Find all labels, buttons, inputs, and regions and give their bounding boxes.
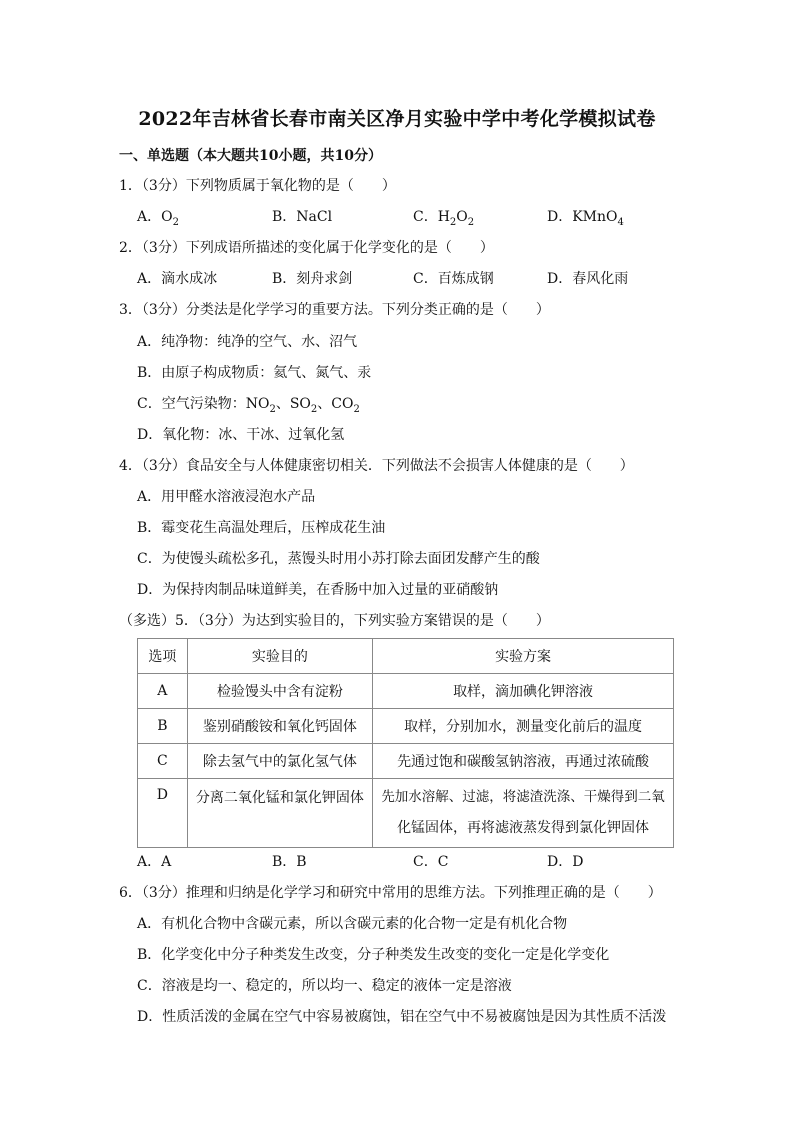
table-header-cell: 实验方案	[373, 639, 674, 674]
question-2-stem: 2．（3分）下列成语所描述的变化属于化学变化的是（ ）	[119, 240, 494, 256]
table-row	[138, 674, 674, 709]
exam-title: 2022年吉林省长春市南关区净月实验中学中考化学模拟试卷	[138, 108, 656, 130]
table-row	[138, 744, 674, 779]
question-1-option-a: A．$O_2$	[137, 209, 179, 228]
question-5-option-b: B．B	[272, 854, 307, 870]
question-3-stem: 3．（3分）分类法是化学学习的重要方法。下列分类正确的是（ ）	[119, 302, 550, 318]
question-5-stem: （多选）5．（3分）为达到实验目的，下列实验方案错误的是（ ）	[119, 613, 550, 629]
table-cell-option: A	[138, 674, 188, 709]
table-cell-plan: 先加水溶解、过滤，将滤渣洗涤、干燥得到二氧 化锰固体，再将滤液蒸发得到氯化钾固体	[373, 779, 674, 848]
question-2-option-c: C．百炼成钢	[413, 271, 494, 287]
question-1-option-b: B．NaCl	[272, 209, 333, 225]
question-3-option-c: C．空气污染物：$NO_2$、$SO_2$、$CO_2$	[137, 396, 360, 415]
question-5-option-a: A．A	[137, 854, 172, 870]
question-4-stem: 4．（3分）食品安全与人体健康密切相关．下列做法不会损害人体健康的是（ ）	[119, 458, 634, 474]
question-1-option-c: C．$H_2O_2$	[413, 209, 475, 228]
question-2-option-b: B．刻舟求剑	[272, 271, 353, 287]
question-6-stem: 6．（3分）推理和归纳是化学学习和研究中常用的思维方法。下列推理正确的是（ ）	[119, 885, 662, 901]
table-header-cell: 选项	[138, 639, 188, 674]
question-6-option-b: B．化学变化中分子种类发生改变，分子种类发生改变的变化一定是化学变化	[137, 947, 610, 963]
question-3-option-a: A．纯净物：纯净的空气、水、沼气	[137, 334, 358, 350]
question-3-option-b: B．由原子构成物质：氦气、氮气、汞	[137, 365, 372, 381]
question-2-option-a: A．滴水成冰	[137, 271, 218, 287]
question-6-option-d: D．性质活泼的金属在空气中容易被腐蚀，铝在空气中不易被腐蚀是因为其性质不活泼	[137, 1009, 667, 1025]
question-6-option-c: C．溶液是均一、稳定的，所以均一、稳定的液体一定是溶液	[137, 978, 512, 994]
table-cell-goal: 鉴别硝酸铵和氧化钙固体	[187, 709, 372, 744]
question-3-option-d: D．氧化物：冰、干冰、过氧化氢	[137, 427, 345, 443]
question-5-option-c: C．C	[413, 854, 449, 870]
table-cell-plan: 取样，滴加碘化钾溶液	[373, 674, 674, 709]
question-2-option-d: D．春风化雨	[547, 271, 629, 287]
table-cell-goal: 分离二氧化锰和氯化钾固体	[187, 779, 372, 848]
section-heading: 一、单选题（本大题共10小题，共10分）	[119, 148, 382, 164]
table-cell-option: D	[138, 779, 188, 848]
question-4-option-a: A．用甲醛水溶液浸泡水产品	[137, 489, 316, 505]
experiment-table	[137, 638, 674, 848]
table-row	[138, 779, 674, 848]
table-header-cell: 实验目的	[187, 639, 372, 674]
table-row	[138, 709, 674, 744]
table-cell-plan: 先通过饱和碳酸氢钠溶液，再通过浓硫酸	[373, 744, 674, 779]
table-header-row	[138, 639, 674, 674]
table-cell-goal: 检验馒头中含有淀粉	[187, 674, 372, 709]
question-1-stem: 1．（3分）下列物质属于氧化物的是（ ）	[119, 178, 396, 194]
question-1-option-d: D．KMnO$_4$	[547, 209, 624, 228]
table-cell-goal: 除去氢气中的氯化氢气体	[187, 744, 372, 779]
question-4-option-c: C．为使馒头疏松多孔，蒸馒头时用小苏打除去面团发酵产生的酸	[137, 551, 540, 567]
table-cell-option: C	[138, 744, 188, 779]
question-4-option-b: B．霉变花生高温处理后，压榨成花生油	[137, 520, 386, 536]
question-5-option-d: D．D	[547, 854, 584, 870]
table-cell-option: B	[138, 709, 188, 744]
table-cell-plan: 取样，分别加水，测量变化前后的温度	[373, 709, 674, 744]
question-4-option-d: D．为保持肉制品味道鲜美，在香肠中加入过量的亚硝酸钠	[137, 582, 499, 598]
question-6-option-a: A．有机化合物中含碳元素，所以含碳元素的化合物一定是有机化合物	[137, 916, 568, 932]
